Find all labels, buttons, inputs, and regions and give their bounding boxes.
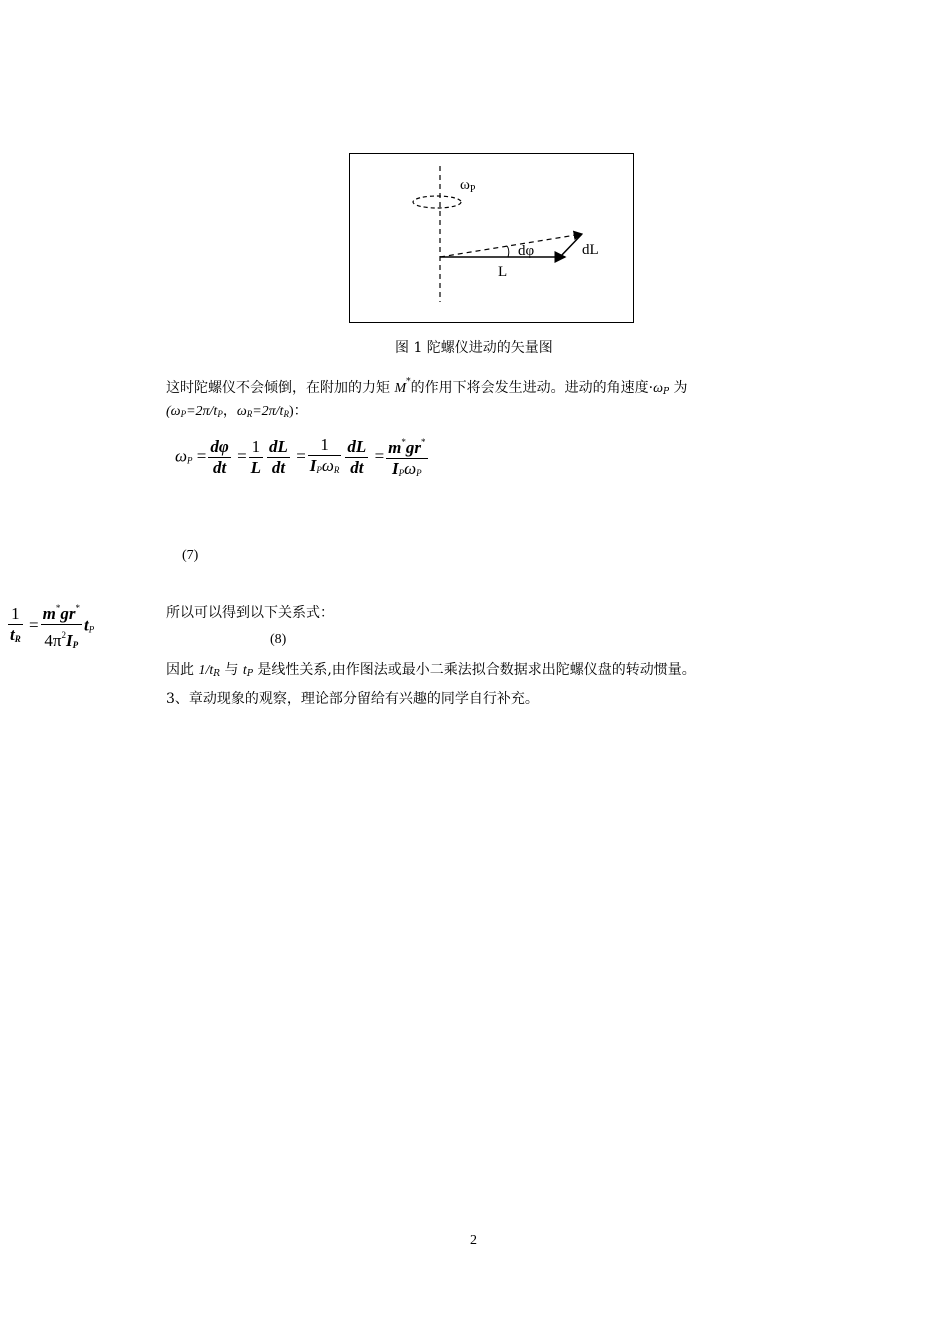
paragraph-relation-intro: 所以可以得到以下关系式： — [166, 605, 334, 621]
paragraph-nutation: 3、章动现象的观察，理论部分留给有兴趣的同学自行补充。 — [166, 691, 539, 707]
equation-8-label: (8) — [270, 632, 287, 647]
paragraph-omega-definitions: ($\omega_P=2\pi/t_P$，$\omega_R=2\pi/t_R$)： — [166, 404, 308, 419]
paragraph-linear-relation: 因此 $1/t_R$ 与 $t_P$ 是线性关系,由作图法或最小二乘法拟合数据求出陀螺仪盘的转动惯量。 — [166, 662, 696, 679]
omega-p-label: $\omega_P$ — [460, 177, 476, 195]
equation-7: $\omega_P$ = $\frac{d\varphi}{dt}$ = $\frac{1}{L}$ $\frac{dL}{dt}$ = $\frac{1}{I_P\omega_R}$ $\frac{dL}{dt}$ = $\frac{m^*gr^*}{I_P\omega_P}$ — [175, 432, 430, 483]
figure-caption: 图 1 陀螺仪进动的矢量图 — [395, 340, 553, 356]
dL-label: dL — [582, 242, 599, 258]
equation-8: $\frac{1}{t_R}$ = $\frac{m^*gr^*}{4\pi^2I_P}$ $t_P$ — [6, 598, 94, 655]
L-label: L — [498, 264, 508, 280]
precession-ellipse — [413, 196, 461, 208]
page-number: 2 — [470, 1233, 477, 1248]
rotated-L-vector — [440, 234, 582, 257]
equation-7-label: (7) — [182, 548, 199, 563]
dphi-label: dφ — [518, 243, 535, 259]
precession-vector-svg — [350, 154, 635, 324]
paragraph-precession-intro: 这时陀螺仪不会倾倒，在附加的力矩 M*的作用下将会发生进动。进动的角速度$\cdot\omega_P$ 为 — [166, 377, 688, 397]
dphi-arc — [507, 246, 509, 257]
figure-precession-diagram — [349, 153, 634, 323]
dL-vector — [560, 234, 582, 257]
